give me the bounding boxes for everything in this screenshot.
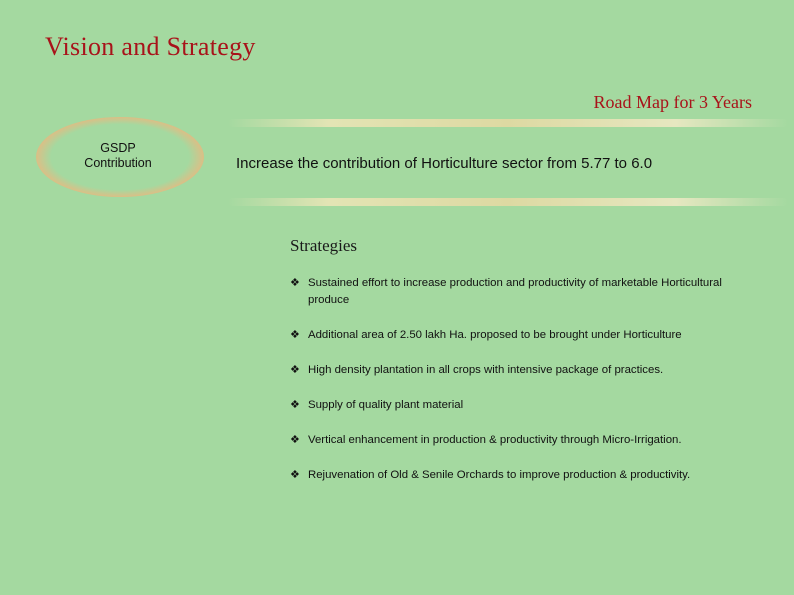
strategy-item	[290, 327, 750, 344]
strategy-text: Supply of quality plant material	[308, 399, 464, 411]
diamond-bullet-icon: ❖	[290, 399, 300, 411]
roadmap-subtitle: Road Map for 3 Years	[593, 92, 752, 112]
strategy-text: Rejuvenation of Old & Senile Orchards to improve production & productivity.	[308, 469, 691, 481]
diamond-bullet-icon: ❖	[290, 364, 300, 376]
strategy-text: Sustained effort to increase production and productivity of marketable Horticultural produce	[308, 277, 722, 306]
gsdp-label	[58, 141, 178, 171]
strategy-item	[290, 397, 750, 414]
strategy-item	[290, 275, 750, 309]
objective-band-top	[228, 119, 788, 127]
strategy-list	[290, 275, 750, 502]
gsdp-label-line2: Contribution	[84, 156, 152, 170]
gsdp-label-line1: GSDP	[100, 141, 136, 155]
diamond-bullet-icon: ❖	[290, 277, 300, 289]
strategy-text: High density plantation in all crops with intensive package of practices.	[308, 364, 664, 376]
strategy-item	[290, 362, 750, 379]
objective-band-bottom	[228, 198, 788, 206]
strategy-text: Additional area of 2.50 lakh Ha. proposed to be brought under Horticulture	[308, 329, 682, 341]
strategy-text: Vertical enhancement in production & productivity through Micro-Irrigation.	[308, 434, 682, 446]
diamond-bullet-icon: ❖	[290, 469, 300, 481]
diamond-bullet-icon: ❖	[290, 434, 300, 446]
diamond-bullet-icon: ❖	[290, 329, 300, 341]
strategies-heading: Strategies	[290, 236, 358, 255]
slide-title: Vision and Strategy	[45, 32, 256, 61]
strategy-item	[290, 432, 750, 449]
strategy-item	[290, 467, 750, 484]
objective-text: Increase the contribution of Horticulture sector from 5.77 to 6.0	[236, 155, 653, 172]
